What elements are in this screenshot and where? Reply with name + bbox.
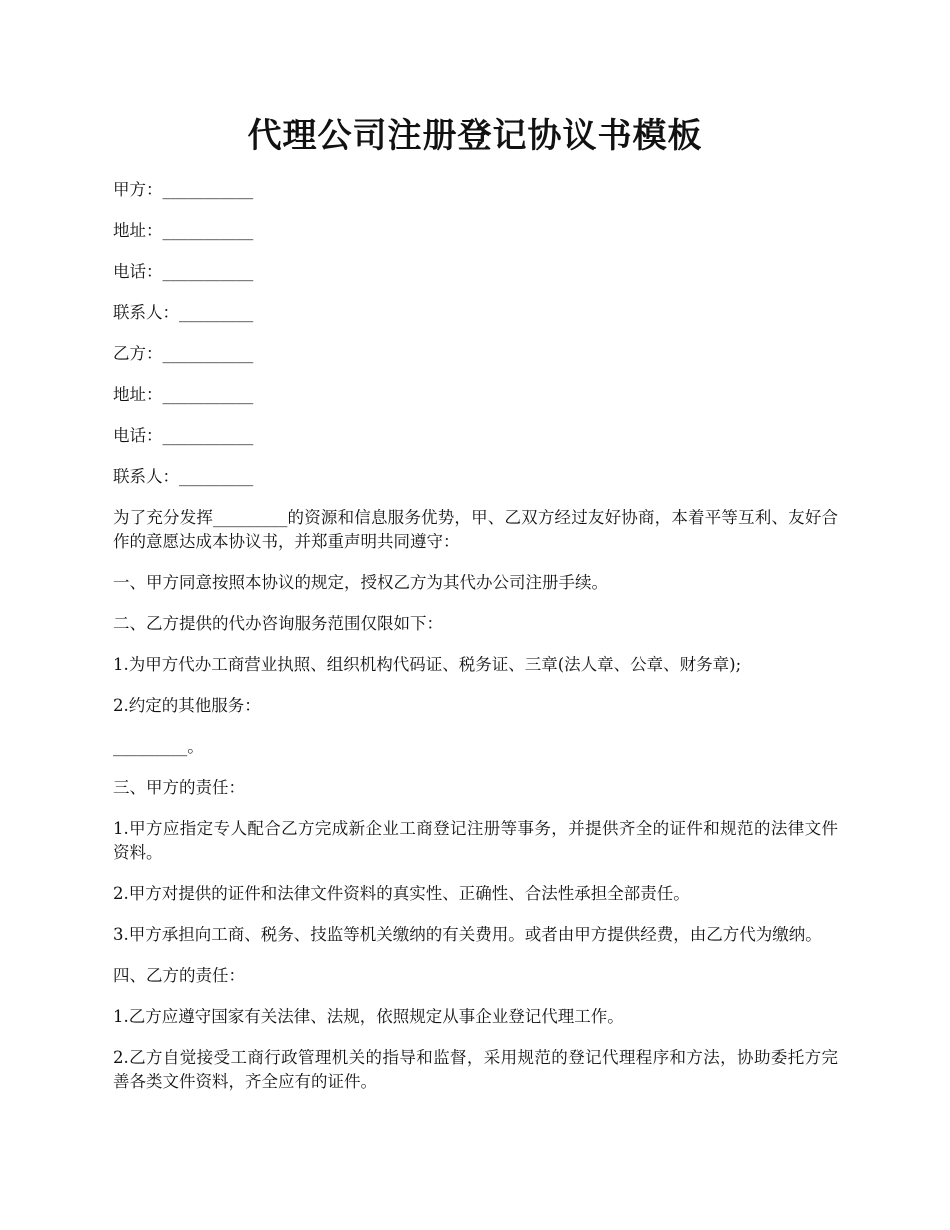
- party-a-name: 甲方：___________: [113, 180, 254, 199]
- clause-2-item-2: 2.约定的其他服务：: [113, 696, 261, 715]
- clause-2-item-1: 1.为甲方代办工商营业执照、组织机构代码证、税务证、三章(法人章、公章、财务章);: [113, 655, 742, 674]
- clause-4-item-2: 2.乙方自觉接受工商行政管理机关的指导和监督，采用规范的登记代理程序和方法，协助委托方完善各类文件资料，齐全应有的证件。: [113, 1048, 838, 1091]
- party-a-contact: 联系人：_________: [113, 303, 254, 322]
- clause-4-item-1: 1.乙方应遵守国家有关法律、法规，依照规定从事企业登记代理工作。: [113, 1007, 624, 1026]
- clause-3-heading: 三、甲方的责任：: [113, 778, 245, 797]
- document-body: [113, 178, 838, 1111]
- clause-2-heading: 二、乙方提供的代办咨询服务范围仅限如下：: [113, 614, 443, 633]
- party-b-phone: 电话：___________: [113, 426, 254, 445]
- preamble-paragraph: 为了充分发挥_________的资源和信息服务优势，甲、乙双方经过友好协商，本着平等互利、友好合作的意愿达成本协议书，并郑重声明共同遵守：: [113, 508, 838, 551]
- party-a-address: 地址：___________: [113, 221, 254, 240]
- clause-1: 一、甲方同意按照本协议的规定，授权乙方为其代办公司注册手续。: [113, 573, 608, 592]
- clause-3-item-3: 3.甲方承担向工商、税务、技监等机关缴纳的有关费用。或者由甲方提供经费，由乙方代为缴纳。: [113, 925, 822, 944]
- party-b-contact: 联系人：_________: [113, 467, 254, 486]
- clause-4-heading: 四、乙方的责任：: [113, 966, 245, 985]
- clause-2-item-2-blank: _________。: [113, 737, 204, 756]
- clause-3-item-1: 1.甲方应指定专人配合乙方完成新企业工商登记注册等事务，并提供齐全的证件和规范的法律文件资料。: [113, 819, 838, 862]
- party-b-address: 地址：___________: [113, 385, 254, 404]
- party-a-phone: 电话：___________: [113, 262, 254, 281]
- clause-3-item-2: 2.甲方对提供的证件和法律文件资料的真实性、正确性、合法性承担全部责任。: [113, 884, 690, 903]
- document-title: 代理公司注册登记协议书模板: [247, 116, 703, 156]
- party-b-name: 乙方：___________: [113, 344, 254, 363]
